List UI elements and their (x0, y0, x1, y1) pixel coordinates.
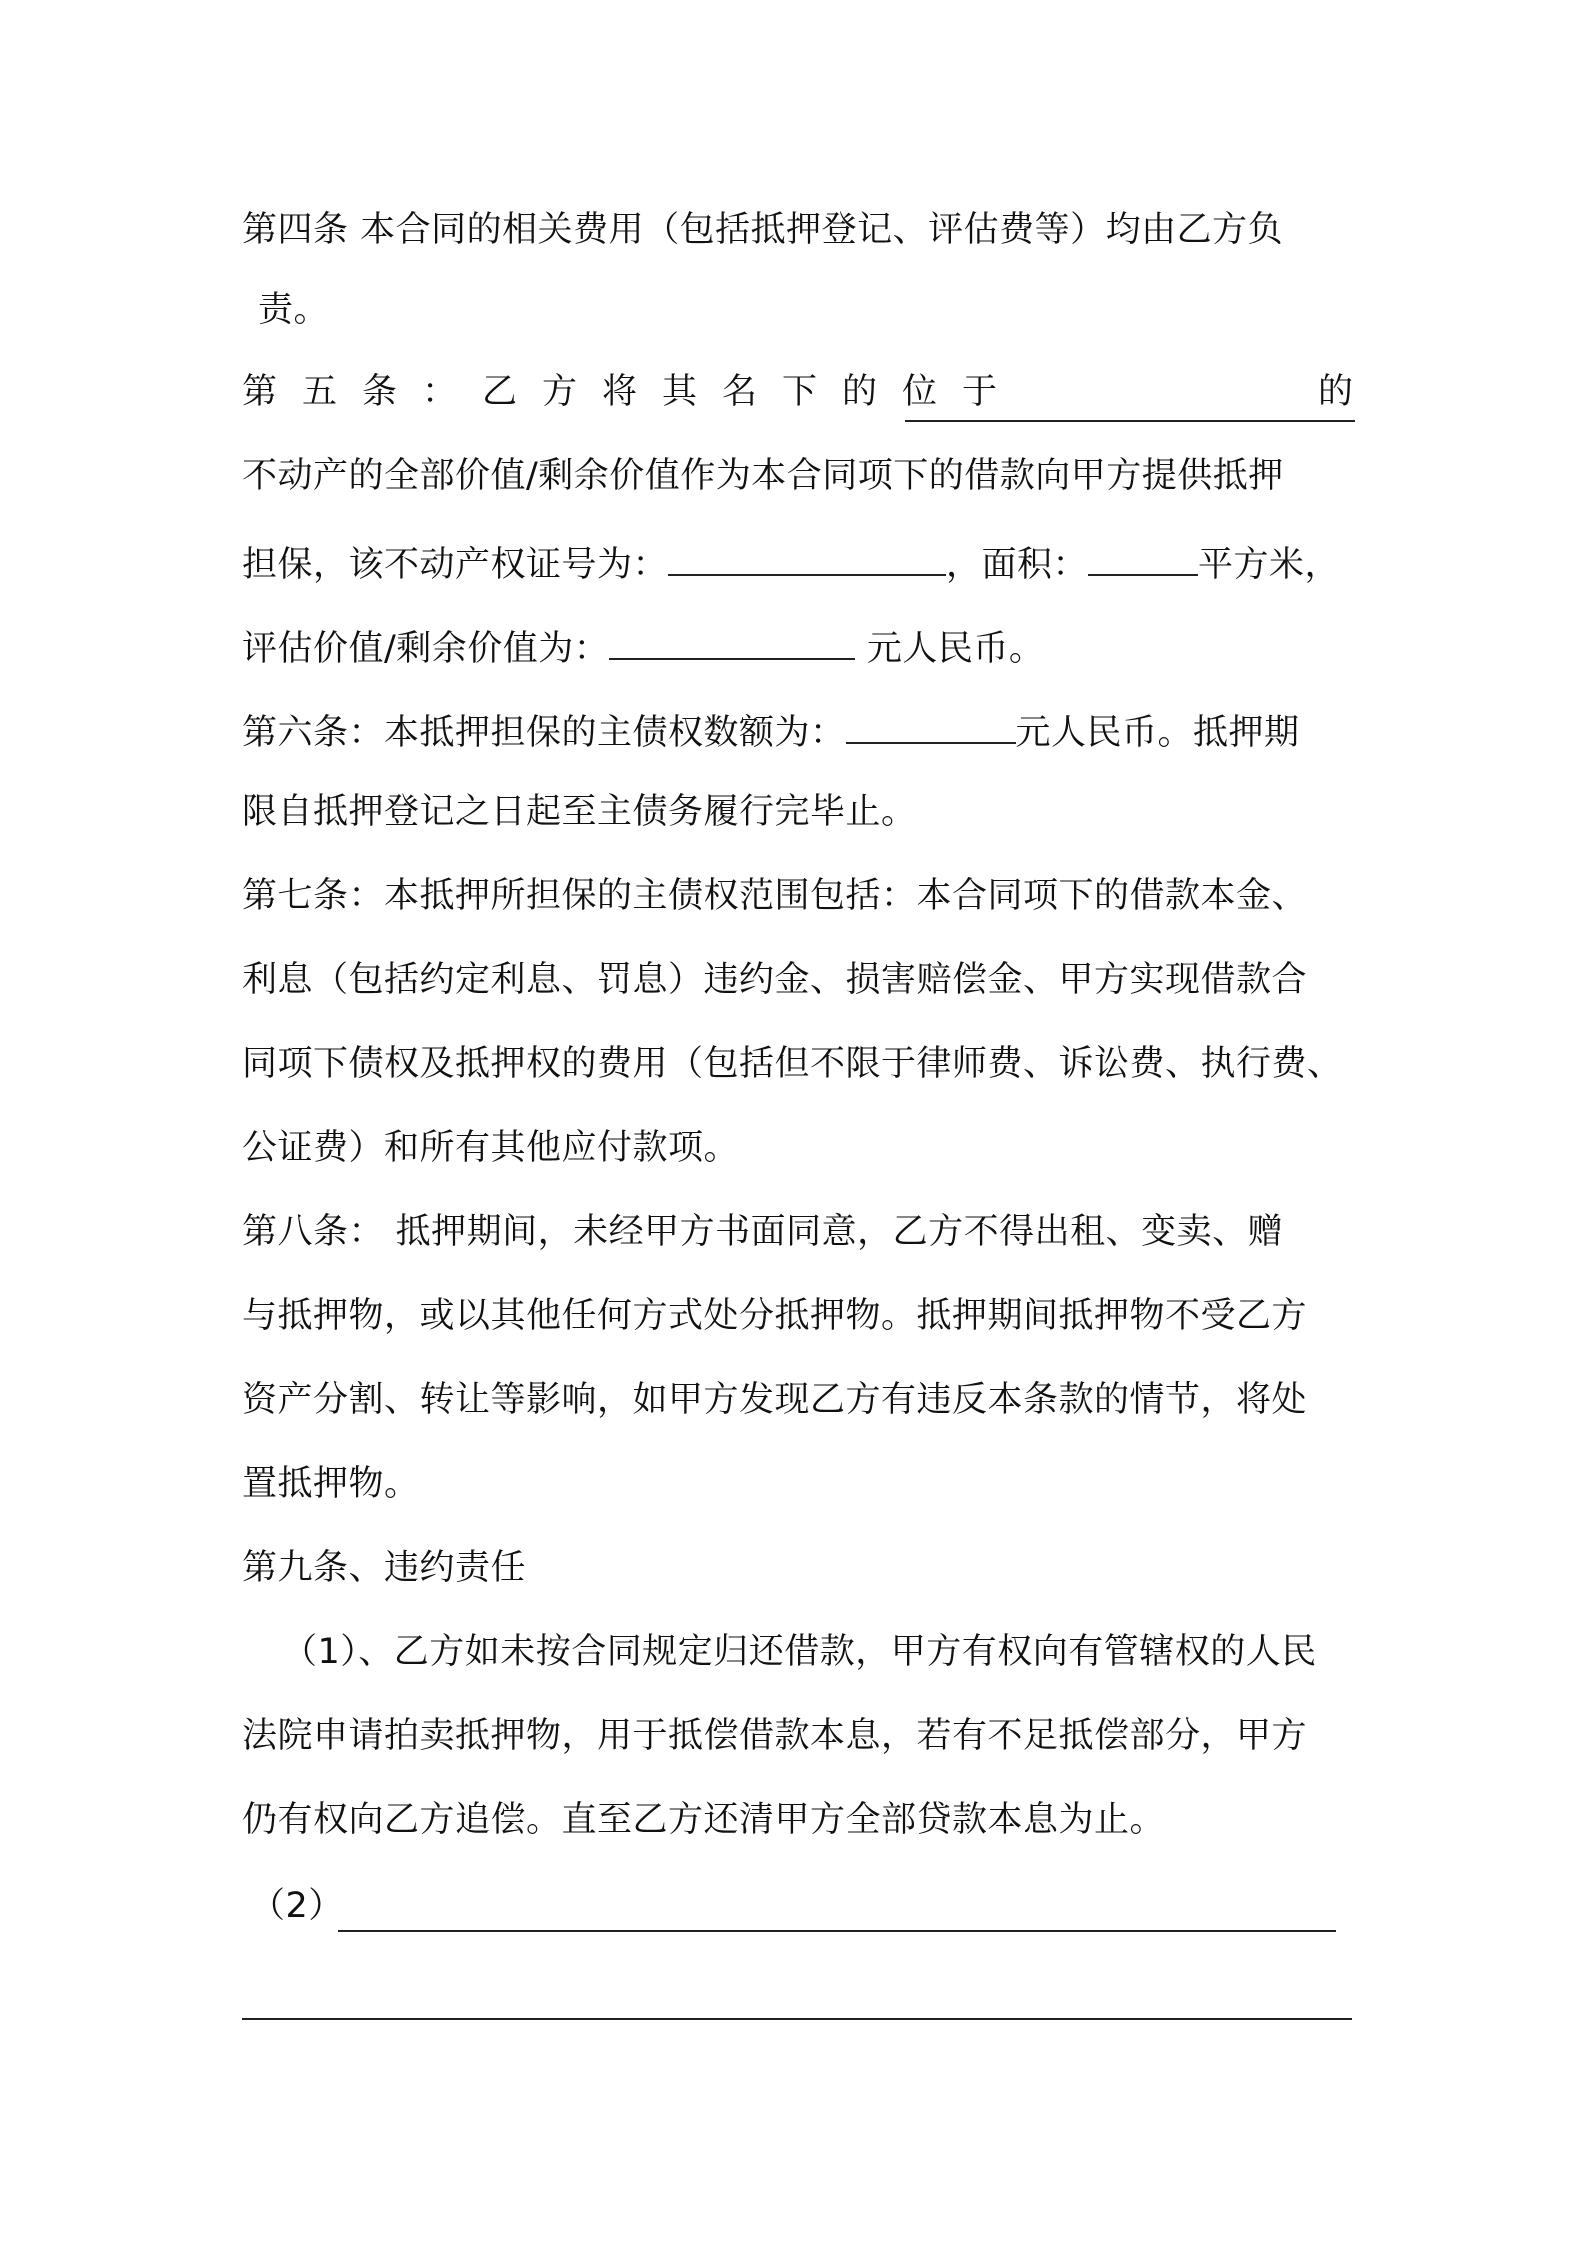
article5-line1 (242, 362, 1357, 422)
article4-line1: 第四条 本合同的相关费用（包括抵押登记、评估费等）均由乙方负 (242, 210, 1284, 250)
certificate-number-blank (668, 530, 946, 576)
area-blank (1088, 530, 1198, 576)
article7-line2: 利息（包括约定利息、罚息）违约金、损害赔偿金、甲方实现借款合 (242, 960, 1308, 1000)
article5-prefix: 第五条：乙方将其名下的位于 (242, 372, 1023, 412)
article5-line4-b: 元人民币。 (855, 629, 1045, 669)
article4-line2: 责。 (258, 290, 330, 330)
article9-item1-line3: 仍有权向乙方追偿。直至乙方还清甲方全部贷款本息为止。 (242, 1800, 1166, 1840)
article7-line3: 同项下债权及抵押权的费用（包括但不限于律师费、诉讼费、执行费、 (242, 1044, 1343, 1084)
appraised-value-blank (609, 614, 855, 660)
article5-line3-b: ，面积： (946, 545, 1089, 585)
article7-line1: 第七条：本抵押所担保的主债权范围包括：本合同项下的借款本金、 (242, 876, 1308, 916)
article8-line4: 置抵押物。 (242, 1464, 420, 1504)
article8-line1: 第八条： 抵押期间，未经甲方书面同意，乙方不得出租、变卖、赠 (242, 1212, 1284, 1252)
article5-line2: 不动产的全部价值/剩余价值作为本合同项下的借款向甲方提供抵押 (242, 456, 1284, 496)
article5-line4 (242, 614, 1357, 674)
article6-line1-a: 第六条：本抵押担保的主债权数额为： (242, 713, 846, 753)
principal-amount-blank (846, 698, 1016, 744)
article9-item1-line1: （1）、乙方如未按合同规定归还借款，甲方有权向有管辖权的人民 (282, 1632, 1317, 1672)
article5-line4-a: 评估价值/剩余价值为： (242, 629, 610, 669)
article7-line4: 公证费）和所有其他应付款项。 (242, 1128, 740, 1168)
article6-line1-b: 元人民币。抵押期 (1015, 713, 1300, 753)
article6-line1 (242, 698, 1357, 758)
article5-suffix: 的 (1318, 372, 1354, 412)
article5-line3 (242, 530, 1357, 590)
article5-line3-a: 担保，该不动产权证号为： (242, 545, 669, 585)
item2-blank-line1 (338, 1930, 1336, 1932)
location-blank (905, 420, 1355, 422)
article9-item1-line2: 法院申请拍卖抵押物，用于抵偿借款本息，若有不足抵偿部分，甲方 (242, 1716, 1308, 1756)
article5-line3-c: 平方米， (1198, 545, 1341, 585)
article6-line2: 限自抵押登记之日起至主债务履行完毕止。 (242, 792, 917, 832)
article8-line2: 与抵押物，或以其他任何方式处分抵押物。抵押期间抵押物不受乙方 (242, 1296, 1308, 1336)
article8-line3: 资产分割、转让等影响，如甲方发现乙方有违反本条款的情节，将处 (242, 1380, 1308, 1420)
item2-blank-line2 (242, 2018, 1352, 2020)
article9-item2-label: （2） (250, 1886, 344, 1926)
article9-title: 第九条、违约责任 (242, 1548, 527, 1588)
